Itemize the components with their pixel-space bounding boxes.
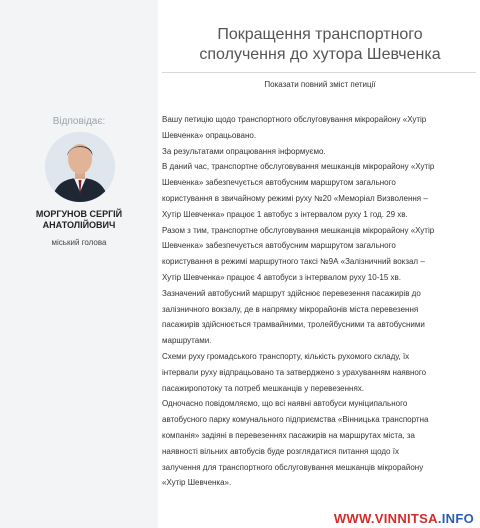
answer-line: залізничного вокзалу, де в напрямку мікрорайонів міста перевезення [162,304,419,314]
answer-line: В даний час, транспортне обслуговування мешканців мікрорайону «Хутір [162,162,435,172]
answer-line: наявності вільних автобусів буде розглядатися питання щодо їх [162,446,399,456]
answer-line: користування в звичайному режимі руху №20 «Меморіал Визволення – [162,193,428,203]
official-position: міський голова [51,238,107,247]
answer-line: Разом з тим, транспортне обслуговування мешканців мікрорайону «Хутір [162,225,435,235]
answer-line: інтервали руху відпрацьовано та затверджено з урахуванням наявного [162,367,427,377]
answer-line: Хутір Шевченка» працює 4 автобуси з інтервалом руху 10-15 хв. [162,272,401,282]
answer-line: «Хутір Шевченка». [162,478,232,488]
official-photo-icon [45,132,115,202]
petition-title-line-2: сполучення до хутора Шевченка [199,45,441,63]
answer-line: пасажиропотоку та потреб мешканців у перевезеннях. [162,383,365,393]
answer-line: пасажирів здійснюється трамвайними, тролейбусними та автобусними [162,320,425,330]
answer-line: Схеми руху громадського транспорту, кількість рухомого складу, їх [162,351,410,361]
site-watermark [334,511,474,526]
answer-line: користування в режимі маршрутного таксі №9А «Залізничний вокзал – [162,257,425,267]
answer-line: За результатами опрацювання інформуємо. [162,146,326,156]
answer-line: Шевченка» забезпечується автобусним маршрутом загального [162,178,396,188]
answer-text [162,112,474,491]
answer-line: Одночасно повідомляємо, що всі наявні автобуси муніципального [162,399,408,409]
answer-line: Вашу петицію щодо транспортного обслуговування мікрорайону «Хутір [162,115,427,124]
official-name-line-2: АНАТОЛІЙОВИЧ [42,220,116,230]
answer-line: маршрутами. [162,336,212,346]
official-name [0,209,158,231]
answer-line: компанія» задіяні в перевезеннях пасажирів на маршрутах міста, за [162,430,415,440]
answer-line: Хутір Шевченка» працює 1 автобус з інтервалом руху 1 год. 29 хв. [162,209,408,219]
answer-line: автобусного парку комунального підприємства «Вінницька транспортна [162,415,429,425]
watermark-part-1: WWW.VINNITSA [333,511,438,526]
responder-panel [0,0,158,528]
petition-title-line-1: Покращення транспортного [217,25,423,43]
official-name-line-1: МОРГУНОВ СЕРГІЙ [35,209,123,219]
answer-line: Зазначений автобусний маршрут здійснює перевезення пасажирів до [162,288,421,298]
show-full-petition-link[interactable]: Показати повний зміст петиції [264,80,376,89]
watermark-part-2: .INFO [437,511,474,526]
petition-title [160,25,480,65]
avatar [45,132,115,202]
title-divider [162,72,476,73]
answer-line: Шевченка» забезпечується автобусним маршрутом загального [162,241,396,251]
responder-label: Відповідає: [52,116,106,127]
answer-line: залучення для транспортного обслуговування мешканців мікрорайону [162,462,424,472]
answer-line: Шевченка» опрацьовано. [162,130,257,140]
